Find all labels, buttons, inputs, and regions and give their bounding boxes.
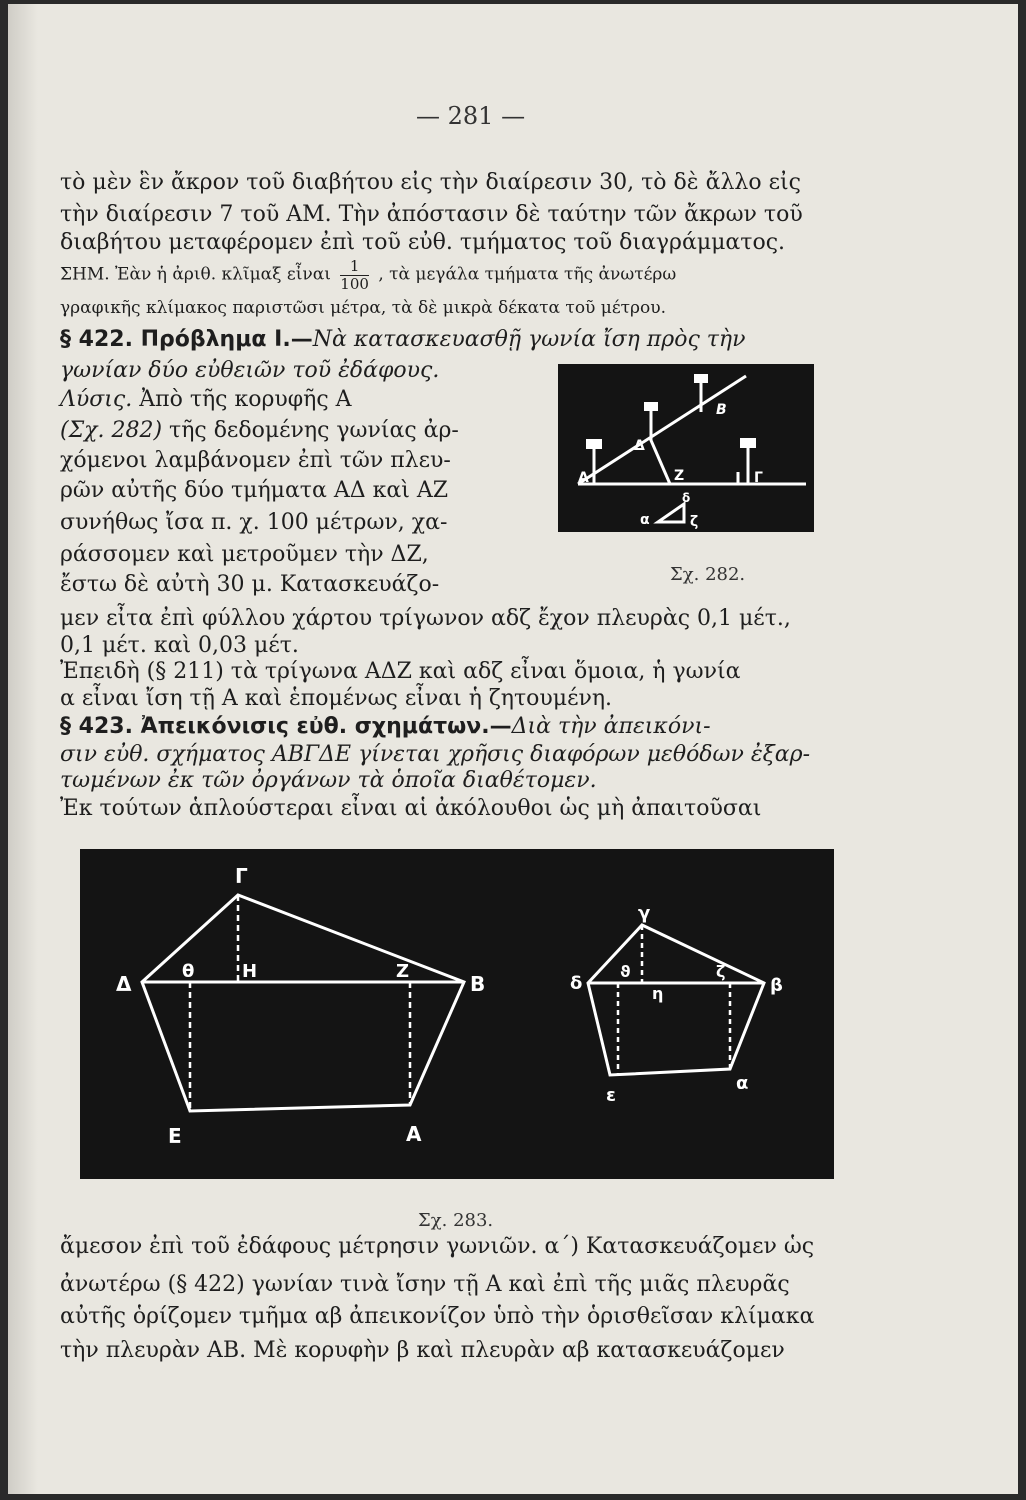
text-line-7-rest: Ἀπὸ τῆς κορυφῆς Α bbox=[132, 387, 352, 412]
label-D: Δ bbox=[634, 438, 645, 454]
note-fraction bbox=[340, 258, 369, 292]
label-H: Η bbox=[242, 961, 258, 982]
text-line-3: διαβήτου μεταφέρομεν ἐπὶ τοῦ εὐθ. τμήματος τοῦ διαγράμματος. bbox=[60, 230, 786, 255]
figure-ref-282: (Σχ. 282) bbox=[60, 418, 163, 443]
marker-flag-a bbox=[586, 439, 602, 449]
text-line-8-rest: τῆς δεδομένης γωνίας ἀρ- bbox=[162, 418, 459, 443]
figure-283-caption: Σχ. 283. bbox=[418, 1210, 494, 1231]
section-422-heading bbox=[60, 329, 745, 351]
label-e: ε bbox=[606, 1085, 617, 1106]
marker-flag-b bbox=[694, 374, 708, 383]
fraction-denominator: 100 bbox=[340, 274, 369, 293]
text-line-6: γωνίαν δύο εὐθειῶν τοῦ ἐδάφους. bbox=[60, 358, 440, 383]
section-422-title: § 422. Πρόβλημα Ι.— bbox=[60, 327, 313, 352]
text-line-11: συνήθως ἴσα π. χ. 100 μέτρων, χα- bbox=[60, 510, 448, 535]
label-b: β bbox=[770, 975, 783, 996]
figure-282-caption: Σχ. 282. bbox=[670, 564, 746, 585]
section-422-statement: Νὰ κατασκευασθῇ γωνία ἴση πρὸς τὴν bbox=[312, 327, 746, 352]
solution-label: Λύσις. bbox=[60, 387, 133, 412]
label-eta: η bbox=[652, 984, 664, 1003]
text-line-17: α εἶναι ἴση τῇ Α καὶ ἑπομένως εἶναι ἡ ζητουμένη. bbox=[60, 686, 613, 711]
label-E: Ε bbox=[168, 1124, 182, 1148]
fraction-numerator: 1 bbox=[340, 258, 369, 276]
book-page bbox=[8, 4, 1018, 1494]
text-line-9: χόμενοι λαμβάνομεν ἐπὶ τῶν πλευ- bbox=[60, 448, 451, 473]
text-line-19: σιν εὐθ. σχήματος ΑΒΓΔΕ γίνεται χρῆσις διαφόρων μεθόδων ἐξαρ- bbox=[60, 742, 811, 767]
label-B: Β bbox=[470, 972, 486, 996]
marker-flag-g bbox=[740, 438, 756, 448]
text-line-12: ράσσομεν καὶ μετροῦμεν τὴν ΔΖ, bbox=[60, 542, 429, 567]
binding-gutter bbox=[8, 4, 38, 1494]
text-line-1: τὸ μὲν ἓν ἄκρον τοῦ διαβήτου εἰς τὴν διαίρεσιν 30, τὸ δὲ ἄλλο εἰς bbox=[60, 170, 801, 195]
figure-283-background bbox=[80, 849, 834, 1179]
label-A: A bbox=[578, 470, 589, 486]
marker-flag-d bbox=[644, 402, 658, 411]
label-d: δ bbox=[682, 491, 691, 505]
text-line-22: ἄμεσον ἐπὶ τοῦ ἐδάφους μέτρησιν γωνιῶν. α΄) Κατασκευάζομεν ὡς bbox=[60, 1234, 815, 1259]
label-a: α bbox=[736, 1073, 749, 1094]
text-line-21: Ἐκ τούτων ἁπλούστεραι εἶναι αἱ ἀκόλουθοι ὡς μὴ ἀπαιτοῦσαι bbox=[60, 796, 762, 821]
note-line-2: γραφικῆς κλίμακος παριστῶσι μέτρα, τὰ δὲ μικρὰ δέκατα τοῦ μέτρου. bbox=[60, 298, 667, 318]
page-number: — 281 — bbox=[416, 102, 526, 130]
text-line-10: ρῶν αὐτῆς δύο τμήματα ΑΔ καὶ ΑΖ bbox=[60, 478, 448, 503]
label-z: ζ bbox=[716, 962, 726, 981]
label-Z: Z bbox=[674, 468, 685, 484]
text-line-7 bbox=[60, 389, 352, 411]
note-line-1 bbox=[60, 258, 676, 292]
label-th2: ϑ bbox=[620, 962, 631, 981]
label-z: ζ bbox=[690, 514, 699, 530]
label-D: Δ bbox=[116, 972, 132, 996]
label-A: Α bbox=[406, 1122, 422, 1146]
figure-282 bbox=[558, 364, 814, 532]
text-line-8 bbox=[60, 420, 459, 442]
text-line-15: 0,1 μέτ. καὶ 0,03 μέτ. bbox=[60, 633, 299, 658]
figure-283 bbox=[80, 849, 834, 1179]
section-423-statement: Διὰ τὴν ἀπεικόνι- bbox=[511, 714, 711, 739]
note-text-b: , τὰ μεγάλα τμήματα τῆς ἀνωτέρω bbox=[378, 264, 677, 285]
label-d: δ bbox=[570, 973, 583, 994]
text-line-2: τὴν διαίρεσιν 7 τοῦ ΑΜ. Τὴν ἀπόστασιν δὲ ταύτην τῶν ἄκρων τοῦ bbox=[60, 202, 803, 227]
text-line-23: ἀνωτέρω (§ 422) γωνίαν τινὰ ἴσην τῇ Α καὶ ἐπὶ τῆς μιᾶς πλευρᾶς bbox=[60, 1272, 790, 1297]
label-Z: Ζ bbox=[396, 961, 410, 982]
text-line-13: ἔστω δὲ αὐτὴ 30 μ. Κατασκευάζο- bbox=[60, 572, 440, 597]
label-a: α bbox=[640, 512, 650, 528]
text-line-25: τὴν πλευρὰν ΑΒ. Μὲ κορυφὴν β καὶ πλευρὰν αβ κατασκευάζομεν bbox=[60, 1338, 785, 1363]
text-line-16: Ἐπειδὴ (§ 211) τὰ τρίγωνα ΑΔΖ καὶ αδζ εἶναι ὅμοια, ἡ γωνία bbox=[60, 659, 741, 684]
text-line-24: αὐτῆς ὁρίζομεν τμῆμα αβ ἀπεικονίζον ὑπὸ τὴν ὁρισθεῖσαν κλίμακα bbox=[60, 1304, 815, 1329]
label-G: Γ bbox=[754, 470, 763, 486]
section-423-heading bbox=[60, 716, 711, 738]
note-text-a: ΣΗΜ. Ἐὰν ἡ ἀριθ. κλῖμαξ εἶναι bbox=[60, 264, 331, 285]
label-g: γ bbox=[638, 903, 651, 924]
label-G: Γ bbox=[235, 864, 248, 888]
text-line-14: μεν εἶτα ἐπὶ φύλλου χάρτου τρίγωνον αδζ ἔχον πλευρὰς 0,1 μέτ., bbox=[60, 606, 791, 631]
section-423-title: § 423. Ἀπεικόνισις εὐθ. σχημάτων.— bbox=[60, 714, 512, 739]
label-B: B bbox=[716, 402, 727, 418]
text-line-20: τωμένων ἐκ τῶν ὀργάνων τὰ ὁποῖα διαθέτομεν. bbox=[60, 768, 597, 793]
label-th: θ bbox=[182, 961, 195, 982]
